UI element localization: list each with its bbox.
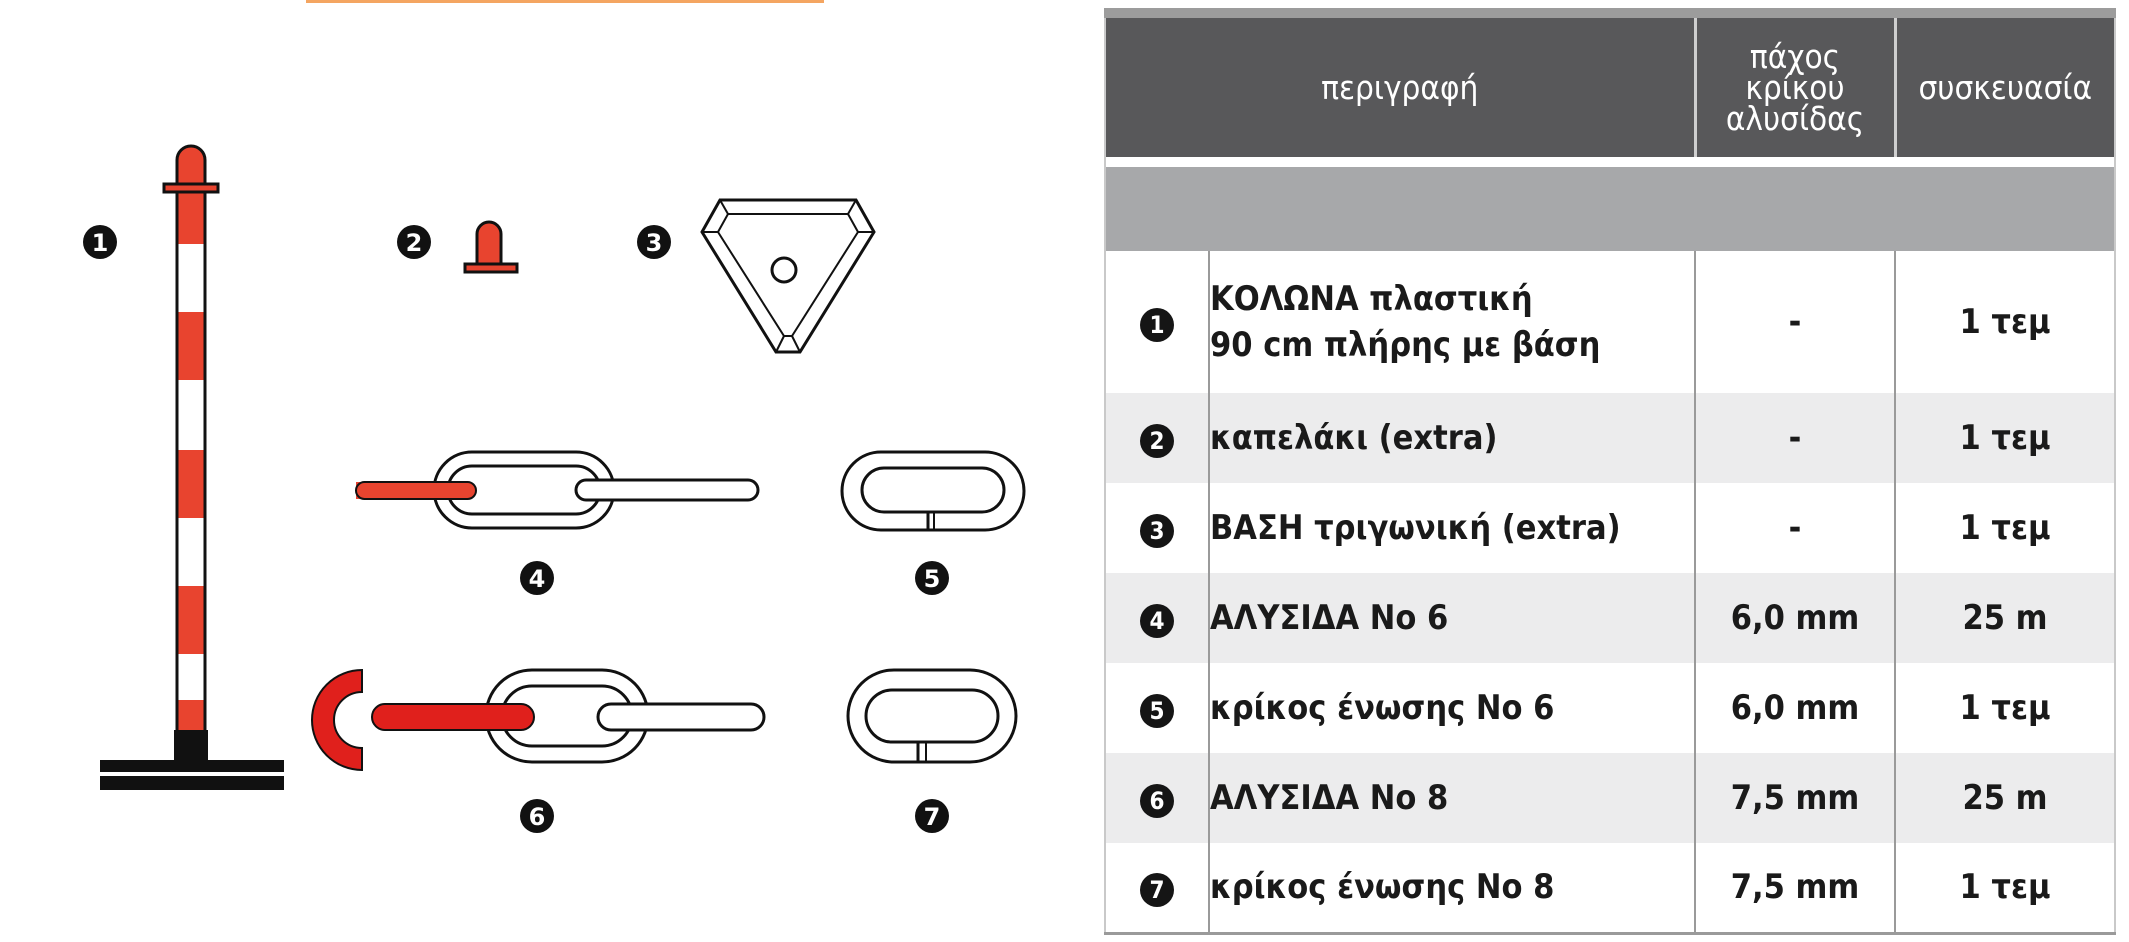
- row-number: [1105, 663, 1209, 753]
- callout-5: [915, 561, 949, 595]
- number-badge: 3: [1140, 514, 1174, 548]
- table-row: [1105, 753, 2115, 843]
- row-packaging: 1 τεμ: [1895, 251, 2115, 393]
- table-header-row: [1105, 13, 2115, 157]
- svg-text:5: 5: [923, 565, 941, 593]
- row-thickness: -: [1695, 251, 1895, 393]
- spec-table: [1104, 8, 2116, 935]
- svg-text:2: 2: [405, 229, 423, 257]
- row-description: ΑΛΥΣΙΔΑ Νο 8: [1209, 753, 1695, 843]
- number-badge: 5: [1140, 694, 1174, 728]
- table-row: [1105, 483, 2115, 573]
- row-packaging: 25 m: [1895, 573, 2115, 663]
- post-illustration: [100, 146, 284, 790]
- row-description-line2: 90 cm πλήρης με βάση: [1210, 325, 1601, 365]
- number-badge: 4: [1140, 604, 1174, 638]
- table-row: [1105, 663, 2115, 753]
- svg-text:7: 7: [923, 803, 941, 831]
- row-number: [1105, 251, 1209, 393]
- header-thickness: [1695, 13, 1895, 157]
- header-thickness-line1: πάχος κρίκου: [1745, 37, 1845, 107]
- link-no6-illustration: [842, 452, 1024, 530]
- row-thickness: 6,0 mm: [1695, 663, 1895, 753]
- grey-band: [1105, 167, 2115, 251]
- row-description: καπελάκι (extra): [1209, 393, 1695, 483]
- number-badge: 2: [1140, 424, 1174, 458]
- number-badge: 1: [1140, 308, 1174, 342]
- callout-2: [397, 225, 431, 259]
- svg-text:1: 1: [91, 229, 109, 257]
- header-description: περιγραφή: [1105, 13, 1695, 157]
- callout-7: [915, 799, 949, 833]
- row-packaging: 1 τεμ: [1895, 843, 2115, 933]
- row-packaging: 1 τεμ: [1895, 393, 2115, 483]
- number-badge: 6: [1140, 784, 1174, 818]
- row-description: κρίκος ένωσης Νο 8: [1209, 843, 1695, 933]
- row-description: ΑΛΥΣΙΔΑ Νο 6: [1209, 573, 1695, 663]
- row-packaging: 1 τεμ: [1895, 483, 2115, 573]
- callout-4: [520, 561, 554, 595]
- svg-text:3: 3: [645, 229, 663, 257]
- row-description-line1: ΚΟΛΩΝΑ πλαστική: [1210, 279, 1533, 319]
- callout-1: [83, 225, 117, 259]
- row-thickness: 6,0 mm: [1695, 573, 1895, 663]
- svg-text:4: 4: [528, 565, 546, 593]
- row-packaging: 25 m: [1895, 753, 2115, 843]
- row-thickness: 7,5 mm: [1695, 843, 1895, 933]
- header-gap: [1105, 157, 2115, 167]
- table-row: [1105, 573, 2115, 663]
- table-row: [1105, 251, 2115, 393]
- number-badge: 7: [1140, 873, 1174, 907]
- row-thickness: -: [1695, 483, 1895, 573]
- row-number: [1105, 753, 1209, 843]
- row-number: [1105, 393, 1209, 483]
- header-packaging: συσκευασία: [1895, 13, 2115, 157]
- svg-text:6: 6: [528, 803, 546, 831]
- callout-3: [637, 225, 671, 259]
- row-thickness: -: [1695, 393, 1895, 483]
- row-packaging: 1 τεμ: [1895, 663, 2115, 753]
- table-row: [1105, 843, 2115, 933]
- triangular-base-illustration: [702, 200, 874, 352]
- row-number: [1105, 573, 1209, 663]
- link-no8-illustration: [848, 670, 1016, 762]
- cap-illustration: [465, 222, 517, 272]
- chain-no8-illustration: [312, 670, 764, 770]
- row-description: κρίκος ένωσης Νο 6: [1209, 663, 1695, 753]
- header-thickness-line2: αλυσίδας: [1725, 99, 1865, 138]
- row-thickness: 7,5 mm: [1695, 753, 1895, 843]
- row-number: [1105, 483, 1209, 573]
- row-description: [1209, 251, 1695, 393]
- callout-6: [520, 799, 554, 833]
- accent-line: [306, 0, 824, 3]
- row-description: ΒΑΣΗ τριγωνική (extra): [1209, 483, 1695, 573]
- row-number: [1105, 843, 1209, 933]
- chain-no6-illustration: [356, 452, 758, 528]
- table-row: [1105, 393, 2115, 483]
